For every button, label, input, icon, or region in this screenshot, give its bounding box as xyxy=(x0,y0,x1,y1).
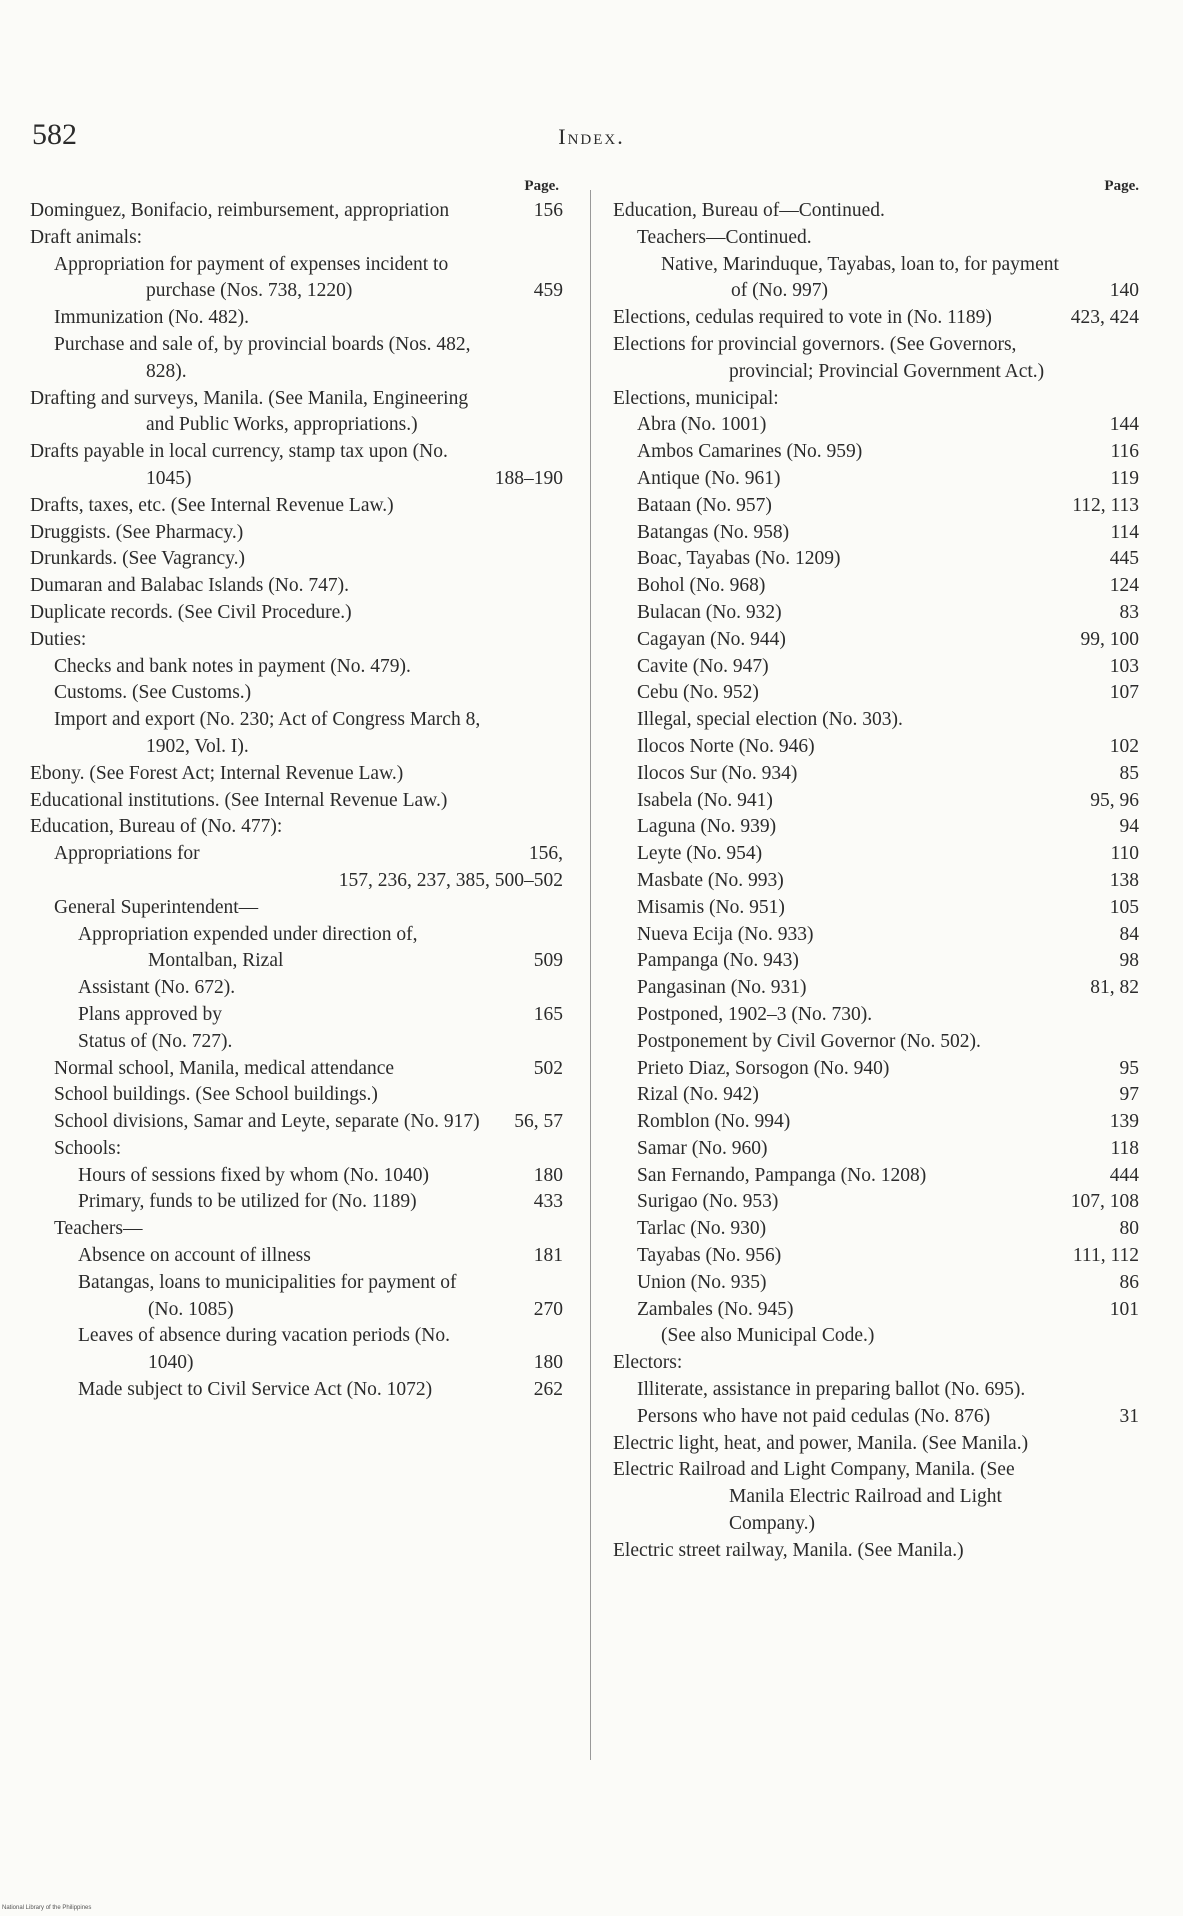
entry-text: Batangas (No. 958) xyxy=(637,521,790,543)
entry-page: 94 xyxy=(1119,816,1139,838)
entry-page: 180 xyxy=(533,1164,563,1186)
entry-text: Dominguez, Bonifacio, reimbursement, appropriation xyxy=(30,200,450,221)
entry-text: Prieto Diaz, Sorsogon (No. 940) xyxy=(637,1057,890,1079)
entries-right xyxy=(613,198,1139,1565)
index-entry xyxy=(30,814,563,841)
index-entry xyxy=(613,707,1139,734)
entry-text: Education, Bureau of (No. 477): xyxy=(30,816,283,838)
entry-page: 107, 108 xyxy=(1070,1191,1139,1213)
index-entry xyxy=(30,439,563,493)
index-entry xyxy=(30,546,563,573)
entry-text: Laguna (No. 939) xyxy=(637,816,777,838)
entry-text: Import and export (No. 230; Act of Congress March 8, 1902, Vol. I). xyxy=(54,709,481,757)
index-entry xyxy=(613,1243,1139,1270)
index-entry xyxy=(613,1538,1139,1565)
column-divider xyxy=(590,190,591,1760)
entry-text: Elections, cedulas required to vote in (No. 1189) xyxy=(613,307,992,329)
index-entry xyxy=(613,1002,1139,1029)
index-entry xyxy=(30,1323,563,1377)
entry-page: 119 xyxy=(1110,467,1139,489)
entry-text: Postponed, 1902–3 (No. 730). xyxy=(637,1003,873,1025)
entry-text: Pangasinan (No. 931) xyxy=(637,977,807,999)
entry-page: 180 xyxy=(533,1352,563,1374)
entry-text: Electric Railroad and Light Company, Manila. (See Manila Electric Railroad and Light Company.) xyxy=(613,1459,1015,1535)
entry-text: Masbate (No. 993) xyxy=(637,869,784,891)
entry-text: Cagayan (No. 944) xyxy=(637,628,786,650)
entry-text: Illiterate, assistance in preparing ballot (No. 695). xyxy=(637,1379,1026,1401)
entry-text: Cebu (No. 952) xyxy=(637,682,759,704)
index-entry xyxy=(613,600,1139,627)
entry-text: Persons who have not paid cedulas (No. 876) xyxy=(637,1405,991,1427)
index-entry xyxy=(613,1297,1139,1324)
entry-page: 509 xyxy=(533,950,563,972)
index-entry xyxy=(30,1109,563,1136)
entry-text: Bataan (No. 957) xyxy=(637,494,772,516)
index-entry xyxy=(613,386,1139,413)
entry-page: 114 xyxy=(1110,521,1139,543)
entry-page: 139 xyxy=(1109,1111,1139,1133)
entry-page: 102 xyxy=(1109,735,1139,757)
entry-text: Schools: xyxy=(54,1137,122,1159)
entry-page: 86 xyxy=(1119,1271,1139,1293)
entry-text: Normal school, Manila, medical attendance xyxy=(54,1057,395,1079)
entry-text: Tarlac (No. 930) xyxy=(637,1218,767,1240)
entry-page: 98 xyxy=(1119,950,1139,972)
index-entry xyxy=(613,1457,1139,1537)
index-entry xyxy=(30,225,563,252)
index-entry xyxy=(30,305,563,332)
entry-text: Illegal, special election (No. 303). xyxy=(637,709,903,731)
entry-page: 105 xyxy=(1109,896,1139,918)
index-entry xyxy=(30,922,563,976)
entry-page: 110 xyxy=(1110,843,1139,865)
entry-text: Postponement by Civil Governor (No. 502). xyxy=(637,1030,981,1052)
entry-text: Dumaran and Balabac Islands (No. 747). xyxy=(30,575,349,597)
entry-text: Draft animals: xyxy=(30,226,143,248)
entry-page: 181 xyxy=(533,1245,563,1267)
entry-page: 433 xyxy=(533,1191,563,1213)
entry-text: Hours of sessions fixed by whom (No. 1040) xyxy=(78,1164,429,1186)
entry-text: Zambales (No. 945) xyxy=(637,1298,794,1320)
entry-page: 103 xyxy=(1109,655,1139,677)
entry-text: Surigao (No. 953) xyxy=(637,1191,779,1213)
entry-text: Drafts, taxes, etc. (See Internal Revenue Law.) xyxy=(30,494,394,516)
index-entry xyxy=(613,520,1139,547)
index-entry xyxy=(613,493,1139,520)
index-entry xyxy=(613,868,1139,895)
index-entry xyxy=(30,520,563,547)
entry-text: Tayabas (No. 956) xyxy=(637,1245,782,1267)
entry-text: Customs. (See Customs.) xyxy=(54,682,252,704)
entry-page: 156 xyxy=(533,200,563,221)
entry-text: Absence on account of illness xyxy=(78,1245,311,1267)
entry-page: 124 xyxy=(1109,575,1139,597)
index-entry xyxy=(613,1082,1139,1109)
index-entry xyxy=(30,627,563,654)
index-entry xyxy=(613,654,1139,681)
index-entry xyxy=(613,788,1139,815)
index-entry xyxy=(30,1377,563,1404)
entry-text: Educational institutions. (See Internal Revenue Law.) xyxy=(30,789,448,811)
entry-text: Bohol (No. 968) xyxy=(637,575,766,597)
entry-text: Elections for provincial governors. (See Governors, provincial; Provincial Government Act.) xyxy=(613,333,1045,382)
library-footer: National Library of the Philippines xyxy=(2,1905,92,1911)
entry-page: 445 xyxy=(1109,548,1139,570)
index-entry xyxy=(613,573,1139,600)
entry-page: 56, 57 xyxy=(514,1111,563,1133)
entry-text: Teachers— xyxy=(54,1218,143,1240)
index-entry xyxy=(613,627,1139,654)
entry-text: Native, Marinduque, Tayabas, loan to, for payment of (No. 997) xyxy=(661,253,1059,302)
index-entry xyxy=(30,654,563,681)
entry-page: 107 xyxy=(1109,682,1139,704)
entry-text: Boac, Tayabas (No. 1209) xyxy=(637,548,841,570)
index-entry xyxy=(30,975,563,1002)
index-entry xyxy=(30,600,563,627)
entry-page: 81, 82 xyxy=(1090,977,1139,999)
entry-text: Bulacan (No. 932) xyxy=(637,601,782,623)
entry-text: Nueva Ecija (No. 933) xyxy=(637,923,814,945)
index-entry xyxy=(613,1056,1139,1083)
index-entry xyxy=(613,1136,1139,1163)
entry-page: 156, xyxy=(528,843,563,865)
index-entry xyxy=(613,895,1139,922)
entry-page: 188–190 xyxy=(494,467,563,489)
entry-text: Isabela (No. 941) xyxy=(637,789,773,811)
index-entry xyxy=(30,788,563,815)
entry-continued-pages: 157, 236, 237, 385, 500–502 xyxy=(338,869,563,891)
index-entry xyxy=(30,1056,563,1083)
index-entry xyxy=(613,1270,1139,1297)
index-entry xyxy=(30,386,563,440)
index-entry xyxy=(613,1029,1139,1056)
entry-text: Checks and bank notes in payment (No. 479). xyxy=(54,655,411,677)
entry-text: Appropriation for payment of expenses incident to purchase (Nos. 738, 1220) xyxy=(54,253,449,302)
index-entry xyxy=(30,332,563,386)
page-column-label: Page. xyxy=(1104,178,1139,194)
entry-text: Romblon (No. 994) xyxy=(637,1111,791,1133)
index-entry xyxy=(30,1163,563,1190)
entry-text: Ilocos Sur (No. 934) xyxy=(637,762,798,784)
index-entry xyxy=(30,680,563,707)
entry-text: Ambos Camarines (No. 959) xyxy=(637,441,863,463)
entry-text: San Fernando, Pampanga (No. 1208) xyxy=(637,1164,927,1186)
entry-page: 84 xyxy=(1119,923,1139,945)
entry-page: 270 xyxy=(533,1298,563,1320)
entry-page: 95, 96 xyxy=(1090,789,1139,811)
index-entry xyxy=(30,1189,563,1216)
entry-text: Drafting and surveys, Manila. (See Manila, Engineering and Public Works, appropriations.) xyxy=(30,387,469,436)
entry-text: Appropriation expended under direction of, Montalban, Rizal xyxy=(78,923,418,972)
entry-page: 138 xyxy=(1109,869,1139,891)
page-number: 582 xyxy=(32,118,77,151)
running-title: Index. xyxy=(558,124,625,149)
index-entry xyxy=(613,922,1139,949)
entry-page: 99, 100 xyxy=(1080,628,1139,650)
entry-text: Education, Bureau of—Continued. xyxy=(613,200,885,221)
entry-page: 165 xyxy=(533,1003,563,1025)
index-entry xyxy=(30,252,563,306)
entry-page: 95 xyxy=(1119,1057,1139,1079)
index-entry xyxy=(30,1216,563,1243)
index-entry xyxy=(613,439,1139,466)
entry-text: Duties: xyxy=(30,628,87,650)
entry-page: 111, 112 xyxy=(1072,1245,1139,1267)
entry-text: Elections, municipal: xyxy=(613,387,779,409)
index-entry xyxy=(613,1109,1139,1136)
entry-text: Union (No. 935) xyxy=(637,1271,767,1293)
index-entry xyxy=(613,1163,1139,1190)
index-entry xyxy=(613,1431,1139,1458)
entry-text: School divisions, Samar and Leyte, separate (No. 917) xyxy=(54,1111,480,1133)
entry-page: 423, 424 xyxy=(1070,307,1139,329)
entry-page: 85 xyxy=(1119,762,1139,784)
entry-text: Batangas, loans to municipalities for payment of (No. 1085) xyxy=(78,1271,457,1320)
index-entry xyxy=(613,225,1139,252)
entry-text: Samar (No. 960) xyxy=(637,1137,768,1159)
index-entry xyxy=(613,412,1139,439)
index-entry xyxy=(613,814,1139,841)
entry-page: 444 xyxy=(1109,1164,1139,1186)
index-entry xyxy=(613,1323,1139,1350)
entry-text: Plans approved by xyxy=(78,1003,223,1025)
index-entry xyxy=(30,895,563,922)
entry-text: Rizal (No. 942) xyxy=(637,1084,759,1106)
index-entry xyxy=(613,466,1139,493)
entry-text: Primary, funds to be utilized for (No. 1189) xyxy=(78,1191,417,1213)
entry-text: Status of (No. 727). xyxy=(78,1030,233,1052)
entry-text: Abra (No. 1001) xyxy=(637,414,767,436)
index-entry xyxy=(613,305,1139,332)
entry-text: Leaves of absence during vacation periods (No. 1040) xyxy=(78,1325,450,1374)
entry-text: Immunization (No. 482). xyxy=(54,307,249,329)
index-entry xyxy=(613,975,1139,1002)
entry-page: 144 xyxy=(1109,414,1139,436)
entry-text: Cavite (No. 947) xyxy=(637,655,769,677)
index-entry xyxy=(30,707,563,761)
index-entry xyxy=(30,198,563,225)
index-entry xyxy=(30,493,563,520)
index-entry xyxy=(613,1350,1139,1377)
index-entry xyxy=(30,1136,563,1163)
entry-page: 101 xyxy=(1109,1298,1139,1320)
entry-page: 118 xyxy=(1110,1137,1139,1159)
index-entry xyxy=(30,1029,563,1056)
index-entry xyxy=(613,332,1139,386)
entry-text: Antique (No. 961) xyxy=(637,467,781,489)
entry-text: Misamis (No. 951) xyxy=(637,896,785,918)
index-entry xyxy=(613,680,1139,707)
entries-left xyxy=(30,198,563,1404)
entry-page: 116 xyxy=(1110,441,1139,463)
index-entry xyxy=(613,841,1139,868)
index-entry xyxy=(30,1243,563,1270)
entry-text: Drunkards. (See Vagrancy.) xyxy=(30,548,245,570)
entry-text: General Superintendent— xyxy=(54,896,259,918)
entry-page: 140 xyxy=(1109,280,1139,302)
entry-text: Appropriations for xyxy=(54,843,200,865)
entry-text: (See also Municipal Code.) xyxy=(661,1325,875,1347)
index-entry xyxy=(613,252,1139,306)
index-entry xyxy=(613,734,1139,761)
entry-text: Teachers—Continued. xyxy=(637,226,812,248)
index-entry xyxy=(613,1404,1139,1431)
entry-page: 83 xyxy=(1119,601,1139,623)
page-column-label: Page. xyxy=(524,178,559,194)
index-entry xyxy=(30,573,563,600)
entry-text: Made subject to Civil Service Act (No. 1072) xyxy=(78,1379,433,1401)
entry-text: Pampanga (No. 943) xyxy=(637,950,799,972)
index-entry xyxy=(613,198,1139,225)
index-entry xyxy=(30,761,563,788)
index-entry xyxy=(30,1082,563,1109)
index-entry xyxy=(613,1216,1139,1243)
entry-text: Ilocos Norte (No. 946) xyxy=(637,735,815,757)
entry-page: 502 xyxy=(533,1057,563,1079)
entry-page: 262 xyxy=(533,1379,563,1401)
index-entry xyxy=(30,1270,563,1324)
index-entry xyxy=(613,948,1139,975)
index-entry xyxy=(30,1002,563,1029)
entry-text: School buildings. (See School buildings.) xyxy=(54,1084,378,1106)
entry-page: 80 xyxy=(1119,1218,1139,1240)
index-entry xyxy=(613,1377,1139,1404)
entry-text: Assistant (No. 672). xyxy=(78,977,236,999)
entry-text: Druggists. (See Pharmacy.) xyxy=(30,521,244,543)
index-entry xyxy=(30,841,563,868)
entry-text: Duplicate records. (See Civil Procedure.) xyxy=(30,601,352,623)
entry-page: 112, 113 xyxy=(1072,494,1139,516)
entry-text: Electric street railway, Manila. (See Manila.) xyxy=(613,1539,964,1561)
entry-page: 459 xyxy=(533,280,563,302)
entry-text: Drafts payable in local currency, stamp tax upon (No. 1045) xyxy=(30,441,448,489)
entry-text: Electors: xyxy=(613,1352,683,1374)
entry-text: Electric light, heat, and power, Manila. (See Manila.) xyxy=(613,1432,1029,1454)
entry-text: Purchase and sale of, by provincial boards (Nos. 482, 828). xyxy=(54,333,471,382)
index-entry xyxy=(613,546,1139,573)
index-entry xyxy=(613,761,1139,788)
entry-page: 31 xyxy=(1119,1405,1139,1427)
index-entry xyxy=(613,1189,1139,1216)
entry-page: 97 xyxy=(1119,1084,1139,1106)
entry-text: Leyte (No. 954) xyxy=(637,843,763,865)
entry-text: Ebony. (See Forest Act; Internal Revenue Law.) xyxy=(30,762,404,784)
